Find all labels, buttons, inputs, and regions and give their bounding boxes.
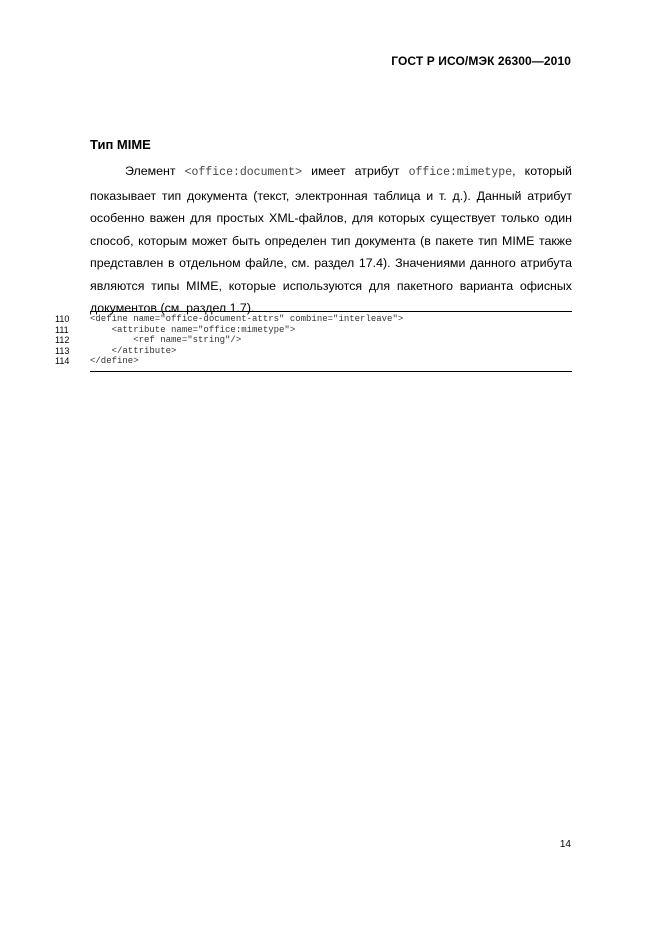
paragraph-text-1: Элемент <box>125 164 185 178</box>
inline-code-element: <office:document> <box>184 166 302 179</box>
code-lines <box>55 314 572 367</box>
code-top-rule <box>90 311 572 312</box>
code-text: <attribute name="office:mimetype"> <box>90 324 296 335</box>
code-line <box>55 314 572 325</box>
line-number: 113 <box>55 345 70 356</box>
paragraph-text-3: , который показывает тип документа (текст, электронная таблица и т. д.). Данный атрибут особенно важен для простых XML-файлов, для которых существует только один способ, которым может быть определен тип документа (в пакете тип MIME также представлен в отдельном файле, см. раздел 17.4). Значениями данного атрибута являются типы MIME, которые используются для пакетного варианта офисных документов (см. раздел 1.7). <box>90 164 572 315</box>
line-number: 112 <box>55 335 70 345</box>
code-text: <ref name="string"/> <box>90 335 242 345</box>
code-text: </define> <box>90 356 139 366</box>
body-paragraph <box>90 160 572 320</box>
code-line <box>55 356 572 367</box>
code-text: <define name="office-document-attrs" combine="interleave"> <box>90 314 404 324</box>
code-line <box>55 335 572 346</box>
inline-code-attribute: office:mimetype <box>408 166 513 179</box>
code-text: </attribute> <box>90 345 177 356</box>
document-header: ГОСТ Р ИСО/МЭК 26300—2010 <box>391 54 571 68</box>
line-number: 110 <box>55 314 70 324</box>
line-number: 114 <box>55 356 70 366</box>
page-number: 14 <box>559 839 571 850</box>
code-line <box>55 346 572 357</box>
paragraph-text-2: имеет атрибут <box>301 164 409 178</box>
code-bottom-rule <box>90 371 572 372</box>
line-number: 111 <box>55 324 69 335</box>
section-title: Тип MIME <box>90 137 151 152</box>
code-line <box>55 325 572 336</box>
